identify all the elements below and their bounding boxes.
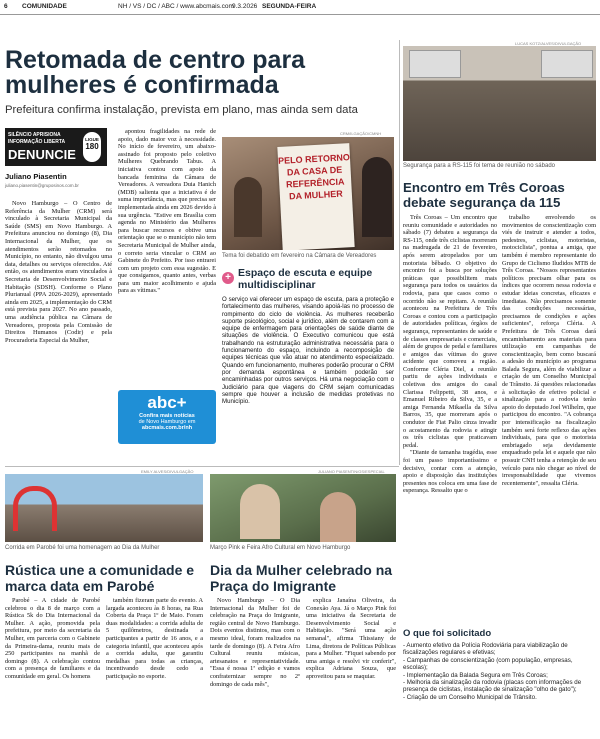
main-photo-caption: Tema foi debatido em fevereiro na Câmara de Vereadores [222,253,377,259]
wall-screen [541,50,593,78]
main-subtitle: Prefeitura confirma instalação, prevista em plano, mas ainda sem data [5,104,358,116]
page-number: 6 [4,3,8,10]
fair-photo [210,474,396,542]
edition-info: NH / VS / DC / ABC / www.abcmais.com [118,3,234,10]
person-shape [320,492,356,542]
right-col1-text: Três Coroas – Um encontro que reuniu comunidade e autoridades no sábado (7) debateu a segurança da RS-115, onde três ciclistas morreram na madrugada de 21 de fevereiro, após serem atropelados por um motorista bêbado. O objetivo do encontro foi a busca por soluções práticas que possibilitem mais segurança para todos os usuários da rodovia, para que casos como o ocorrido não se repitam. A reunião aconteceu na Prefeitura de Três Coroas e contou com a participação de autoridades políticas, órgãos de segurança, representantes de saúde e de classes empresariais e comerciais, além de grupos de pedal e familiares e amigos das vítimas do grave acidente que comoveu a região. Conforme Cléria Diel, a reunião partiu de ações individuais e coletivas dos amigos do casal Clarissa Felippetti, 38 anos, e Emanuel Ribeiro da Silva, 35, e a amiga Fernanda Mikaella da Silva Barros, 35, que morreram após o condutor de Fiat Palio cinza invadir o acostamento da rodovia e atingir os três ciclistas que praticavam pedal. [403,214,497,449]
right-col2-text: trabalho envolvendo os movimentos de conscientização com viés de instruir e atender a todos, pedestres, ciclistas, motoristas, motociclista", pontua a amiga, que também é membro representante do Grupo de Ciclismo Iludidos MTB de Três Coroas. "Nossos representantes políticos precisam olhar para os índices que ocorrem nessa rodovia e estudar ideias concretas, eficazes e imediatas. Não precisamos somente das condições necessárias, precisamos de condições e ações suficientes", reforça Cléria. A Prefeitura de Três Coroas dará encaminhamento aos materiais para utilização em campanhas de conscientização, bem como buscará a adesão do município ao programa Balada Segura, além de viabilizar a criação de um Conselho Municipal de Trânsito. Já questões relacionadas à solicitação de efetivo policial e sinalização para a rodovia terão apoio do deputado Joel Wilhelm, que participou do encontro. "A cobrança por intensificação na fiscalização também será forte reflexo das ações individuais, para que o motorista embriagado seja devidamente enquadrado pela lei e aquele que não possuir CNH tenha a retenção de seu veículo para não chegar ao nível de irresponsabilidade que vivemos recentemente", ressalta Cléria. [502,214,596,487]
promo-line3[interactable]: abcmais.com.br/nh [141,425,193,431]
protest-photo [222,137,394,250]
start-arch [13,486,57,531]
issue-date: 9.3.2026 [232,3,258,10]
person-shape [234,177,262,237]
phone-badge [83,132,101,162]
main-col2 [118,128,216,388]
promo-line1: Confira mais notícias [139,413,195,419]
phone-number: 180 [85,142,99,151]
list-item: - Implementação da Balada Segura em Três Coroas; [403,671,548,679]
promo-line2: de Novo Hamburgo em [138,419,196,425]
abc-logo: abc+ [147,393,187,412]
b1-headline: Rústica une a comunidade e marca data em Parobé [5,562,195,594]
b1-col2 [106,597,203,737]
sub-title: Espaço de escuta e equipe multidisciplinar [238,267,373,291]
right-col1 [403,214,497,620]
list-item: - Aumento efetivo da Polícia Rodoviária para viabilização de fiscalizações regulares e efetivas; [403,642,568,657]
right-photo-caption: Segurança para a RS-115 foi tema de reunião no sábado [403,163,555,169]
b2-headline: Dia da Mulher celebrado na Praça do Imigrante [210,562,393,594]
b1-col1 [5,597,100,737]
list-item: - Melhoria da sinalização da rodovia (placas com informações de presença de ciclistas, instalação de sinalização "olho de gato"); [403,679,582,694]
b2-photo-caption: Março Pink e Feira Afro Cultural em Novo Hamburgo [210,545,351,551]
wall-screen [409,50,461,78]
right-headline: Encontro em Três Coroas debate segurança da 115 [403,180,565,210]
phone-label: LIGUE [85,137,99,142]
requests-list [403,642,596,701]
meeting-photo [403,46,596,161]
sub-body: O serviço vai oferecer um espaço de escuta, para a proteção e fortalecimento das mulheres, visando apoiá-las no processo de rompimento do ciclo de violência. As mulheres receberão suporte psicológico, social e jurídico, além de contarem com a equipe de enfermagem para orientações de saúde diante de situações de violência. O Executivo comunicou que está trabalhando na estruturação administrativa necessária para o funcionamento do espaço, incluindo a recomposição de equipes técnicas que vão atuar no atendimento especializado. Quando em funcionamento, mulheres poderão procurar o CRM por demanda espontânea e também poderão ser encaminhadas por outros serviços. Há uma negociação com o Judiciário para que viagens do CRM sejam comunicadas sempre que houver a inclusão de medidas protetivas no Município. [222,296,394,406]
section-divider [5,466,399,467]
race-photo [5,474,203,542]
main-headline: Retomada de centro para mulheres é confirmada [5,46,306,99]
abc-promo-box[interactable] [118,390,216,444]
section-name: COMUNIDADE [22,3,67,10]
b2-col2-text: explica Janaína Oliveira, da Conexão Aya. Já o Março Pink foi uma iniciativa da Secretaria de Desenvolvimento Social e Habitação. "Será uma ação semanal", afirma Thissiany de Lima, diretora de Políticas Públicas para a Mulher. "Fiquei sabendo por uma amiga e resolvi vir conferir", explica Adriana Souza, que aproveitou para se maquiar. [306,597,396,680]
protest-sign-text: PELO RETORNO DA CASA DE REFERÊNCIA DA MULHER [277,152,351,202]
b1-photo-caption: Corrida em Parobé foi uma homenagem ao Dia da Mulher [5,545,160,551]
b1-col1-text: Parobé – A cidade de Parobé celebrou o dia 8 de março com a Rústica 5k do Dia Internacional da Mulher. A ação, promovida pela prefeitura, por meio da secretaria da Mulher, em parceria com o Gabinete da Primeira-dama, reuniu mais de 250 participantes na manhã de domingo (8). A celebração contou com a presença de familiares e da comunidade em geral. Os homens [5,597,100,680]
b1-col2-text: também fizeram parte do evento. A largada aconteceu às 8 horas, na Rua Coberta da Praça 1º de Maio. Foram duas modalidades: a corrida adulta de 5 quilômetros, destinada a participantes a partir de 16 anos, e a categoria infantil, que aconteceu após a corrida adulta, que garantiu medalhas para todas as crianças, incentivando desde cedo a participação no esporte. [106,597,203,680]
b2-col1-text: Novo Hamburgo – O Dia Internacional da Mulher foi de celebração na Praça do Imigrante, região central de Novo Hamburgo. Dois eventos distintos, mas com o mesmo ideal, foram realizados na tarde de domingo (8). A Feira Afro Cultural reuniu músicas, artesanatos e representatividade. "Essa é nossa 1ª edição e vamos confraternizar sempre no 2º domingo de cada mês", [210,597,300,688]
person-shape [362,157,392,237]
protest-sign [277,143,354,250]
author-name: Juliano Piasentin [5,172,67,181]
page-header [0,0,600,15]
person-shape [240,484,280,539]
badge-line1: SILÊNCIO APRISIONA [8,132,61,138]
column-divider [399,40,400,465]
b2-col2 [306,597,396,737]
main-col1 [5,200,112,450]
plus-icon: + [222,272,234,284]
list-item: - Campanhas de conscientização (com população, empresas, escolas); [403,656,573,672]
right-col2 [502,214,596,620]
list-item: - Criação de um Conselho Municipal de Trânsito. [403,693,537,701]
photo-credit-b1: EMILY ALVES/DIVULGAÇÃO [141,469,194,474]
main-col2-text: apontou fragilidades na rede de apoio, dado maior voz à necessidade. No início de fevereiro, um abaixo-assinado foi proposto pelo coletivo Mulheres Quebrando Tabus. A iniciativa contou com apoio da bancada feminina da Câmara de Vereadores. A vereadora Duia Hanich (MDB) salienta que a iniciativa é de suma importância, mas que precisa ser implementada ainda em 2026 devido à sua urgência. "Estive em Brasília com agenda no Ministério das Mulheres para buscar recursos e obtive uma orientação que se o município não tem Secretaria Municipal de Mulher ainda, o correto seria vincular o CRM ao Gabinete do Prefeito. Por isso entrarei com um projeto com essa sugestão. E que consigamos, quanto antes, verbas para um maior acolhimento e ajuda para as vítimas." [118,128,216,295]
weekday: SEGUNDA-FEIRA [262,3,317,10]
photo-credit-right: LUCAS KOTZ/ALVES/DIVULGAÇÃO [515,41,582,46]
right-quote-text: "Diante de tamanha tragédia, esse foi um passo importantíssimo e decisivo, contar com a atenção, apoio e disposição das instituições presentes nos coloca em uma fase de esperança. Ressalto que o [403,449,497,495]
main-col1-text: Novo Hamburgo – O Centro de Referência da Mulher (CRM) será vinculado à Secretaria Municipal da Saúde (SMS) em Novo Hamburgo. A Prefeitura anunciou no domingo (8), Dia Internacional da Mulher, que os atendimentos serão retomados no Município, no entanto, não divulgou uma data, detalhes ou serviços oferecidos. Até então, os atendimentos eram vinculados à Secretaria de Desenvolvimento Social e Habitação (SDSH). Conforme o Plano Plurianual (PPA 2026-2029), apresentado ainda em 2025, a implementação do CRM está prevista para 2027. No ano passado, uma audiência pública na Câmara de Vereadores, proposta pela Comissão de Direitos Humanos (Codir) e pela Procuradoria Especial da Mulher, [5,200,112,344]
badge-line2: INFORMAÇÃO LIBERTA [8,139,66,145]
author-email: juliano.piasentin@gruposinos.com.br [5,183,79,188]
photo-credit-main: CRM/ILGAÇÃO/CMNH [340,131,382,136]
photo-credit-b2: JULIANO PIASENTIN/GS/ESPECIAL [318,469,385,474]
badge-word: DENUNCIE [8,147,76,162]
b2-col1 [210,597,300,737]
list-title: O que foi solicitado [403,628,492,639]
denuncie-badge [5,128,107,166]
